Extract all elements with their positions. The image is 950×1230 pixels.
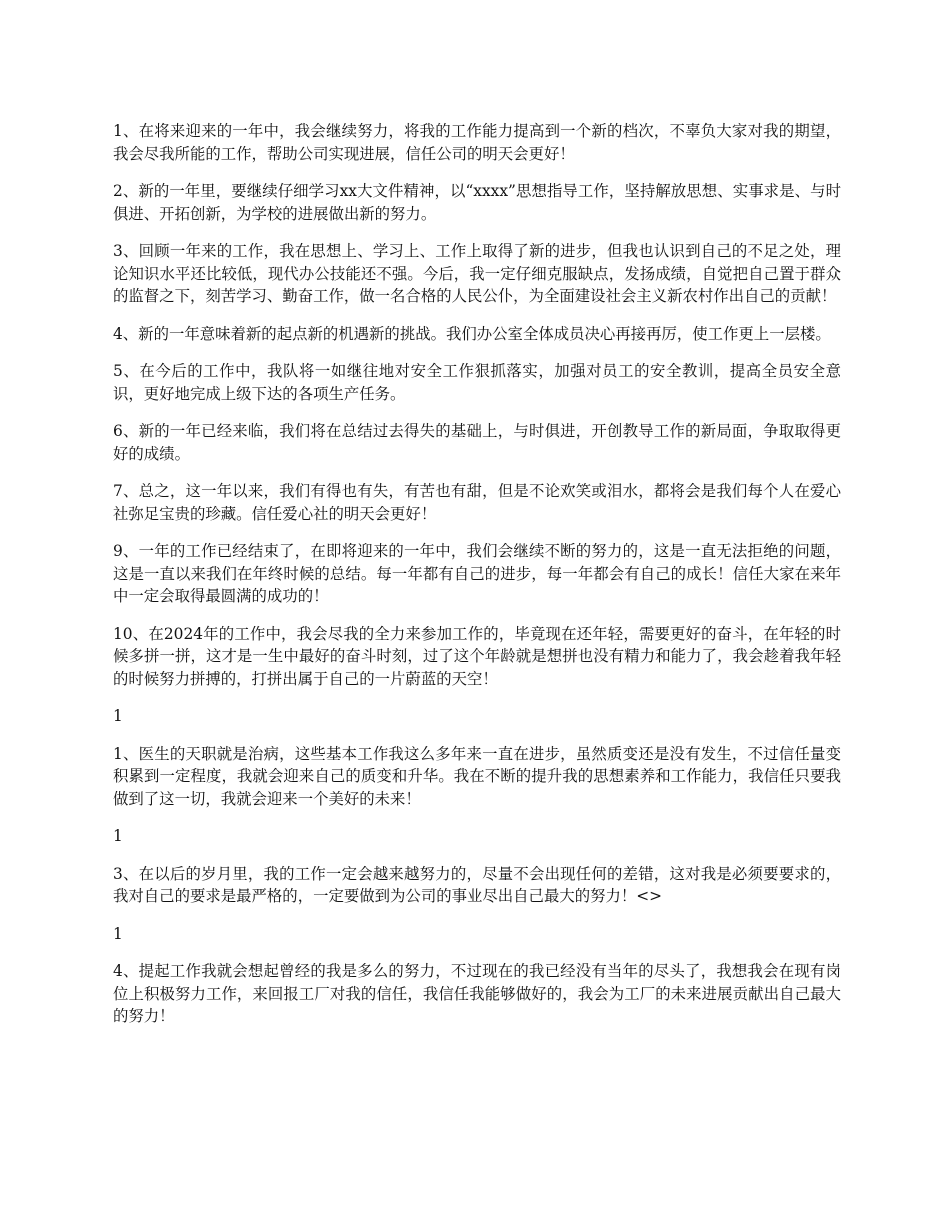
paragraph-4: 4、新的一年意味着新的起点新的机遇新的挑战。我们办公室全体成员决心再接再厉，使工作更上一层楼。: [113, 324, 831, 343]
paragraph-10: 10、在2024年的工作中，我会尽我的全力来参加工作的，毕竟现在还年轻，需要更好的奋斗，在年轻的时候多拼一拼，这才是一生中最好的奋斗时刻，过了这个年龄就是想拼也没有精力和能力了，我会趁着我年轻的时候努力拼搏的，打拼出属于自己的一片蔚蓝的天空！: [113, 624, 841, 688]
paragraph-doctor: 1、医生的天职就是治病，这些基本工作我这么多年来一直在进步，虽然质变还是没有发生，不过信任量变积累到一定程度，我就会迎来自己的质变和升华。我在不断的提升我的思想素养和工作能力，我信任只要我做到了这一切，我就会迎来一个美好的未来！: [113, 744, 841, 808]
paragraph-6: 6、新的一年已经来临，我们将在总结过去得失的基础上，与时俱进，开创教导工作的新局面，争取取得更好的成绩。: [113, 422, 841, 463]
paragraph-3: 3、回顾一年来的工作，我在思想上、学习上、工作上取得了新的进步，但我也认识到自己的不足之处，理论知识水平还比较低，现代办公技能还不强。今后，我一定仔细克服缺点，发扬成绩，自觉把自己置于群众的监督之下，刻苦学习、勤奋工作，做一名合格的人民公仆，为全面建设社会主义新农村作出自己的贡献！: [113, 242, 841, 305]
paragraph-2: 2、新的一年里，要继续仔细学习xx大文件精神，以“xxxx”思想指导工作，坚持解放思想、实事求是、与时俱进、开拓创新，为学校的进展做出新的努力。: [113, 182, 841, 223]
page-number-marker: 1: [113, 707, 123, 725]
document-body: [113, 120, 841, 1043]
paragraph-1: 1、在将来迎来的一年中，我会继续努力，将我的工作能力提高到一个新的档次，不辜负大家对我的期望，我会尽我所能的工作，帮助公司实现进展，信任公司的明天会更好！: [113, 122, 841, 163]
page-number-marker: 1: [113, 924, 123, 943]
paragraph-future-years: 3、在以后的岁月里，我的工作一定会越来越努力的，尽量不会出现任何的差错，这对我是必须要要求的，我对自己的要求是最严格的，一定要做到为公司的事业尽出自己最大的努力！<>: [113, 864, 841, 905]
paragraph-5: 5、在今后的工作中，我队将一如继往地对安全工作狠抓落实，加强对员工的安全教训，提高全员安全意识，更好地完成上级下达的各项生产任务。: [113, 362, 841, 403]
paragraph-9: 9、一年的工作已经结束了，在即将迎来的一年中，我们会继续不断的努力的，这是一直无法拒绝的问题，这是一直以来我们在年终时候的总结。每一年都有自己的进步，每一年都会有自己的成长！信任大家在来年中一定会取得最圆满的成功的！: [113, 542, 841, 605]
paragraph-7: 7、总之，这一年以来，我们有得也有失，有苦也有甜，但是不论欢笑或泪水，都将会是我们每个人在爱心社弥足宝贵的珍藏。信任爱心社的明天会更好！: [113, 482, 841, 523]
paragraph-factory: 4、提起工作我就会想起曾经的我是多么的努力，不过现在的我已经没有当年的尽头了，我想我会在现有岗位上积极努力工作，来回报工厂对我的信任，我信任我能够做好的，我会为工厂的未来进展贡献出自己最大的努力！: [113, 962, 841, 1025]
page-number-marker: 1: [113, 827, 123, 845]
